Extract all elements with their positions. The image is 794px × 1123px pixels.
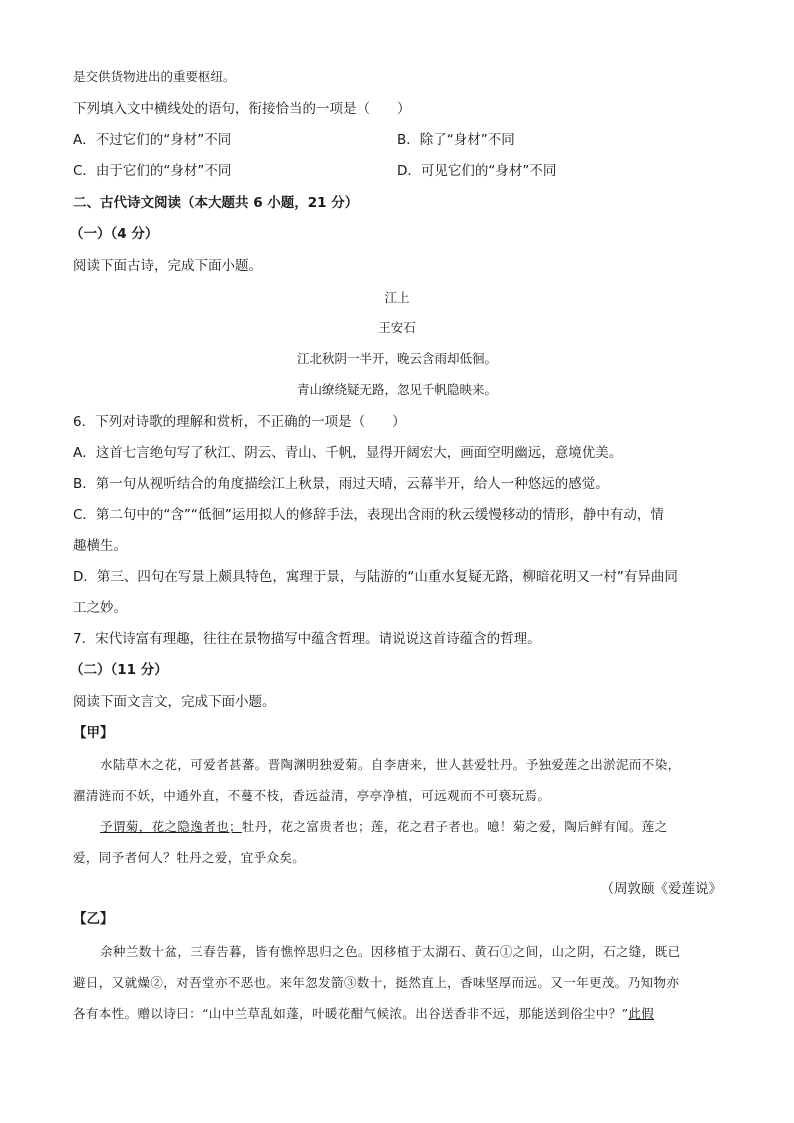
passage-line: 水陆草木之花，可爱者甚蕃。晋陶渊明独爱菊。自李唐来，世人甚爱牡丹。予独爱莲之出淤泥而不染， xyxy=(100,757,681,772)
passage-text: 各有本性。赠以诗曰：“山中兰草乱如蓬，叶暖花酣气候浓。出谷送香非不远，那能送到俗尘中？” xyxy=(73,1006,629,1021)
q6-option-c-cont: 趣横生。 xyxy=(73,538,127,554)
subsection-heading: （二）（11 分） xyxy=(70,662,168,678)
underlined-sentence: 此假 xyxy=(628,1006,655,1021)
passage-line xyxy=(100,818,750,836)
q6-option-b: B．第一句从视听结合的角度描绘江上秋景，雨过天晴，云幕半开，给人一种悠远的感觉。 xyxy=(73,476,609,492)
q5-option-a: A．不过它们的“身材”不同 xyxy=(73,132,232,148)
poem-title: 江上 xyxy=(384,290,410,305)
section-heading: 二、古代诗文阅读（本大题共 6 小题，21 分） xyxy=(73,195,359,211)
passage-line: 濯清涟而不妖，中通外直，不蔓不枝，香远益清，亭亭净植，可远观而不可亵玩焉。 xyxy=(73,788,551,803)
instruction: 阅读下面文言文，完成下面小题。 xyxy=(73,694,276,710)
q6-option-c: C．第二句中的“含”“低徊”运用拟人的修辞手法，表现出含雨的秋云缓慢移动的情形，静中有动，情 xyxy=(73,507,664,523)
question-5-stem: 下列填入文中横线处的语句，衔接恰当的一项是（ ） xyxy=(73,101,411,117)
underlined-sentence: 予谓菊，花之隐逸者也； xyxy=(100,819,242,834)
question-7: 7．宋代诗富有理趣，往往在景物描写中蕴含哲理。请说说这首诗蕴含的哲理。 xyxy=(73,631,541,647)
passage-line: 爱，同予者何人？牡丹之爱，宜乎众矣。 xyxy=(73,850,306,865)
text-line: 是交供货物进出的重要枢纽。 xyxy=(73,69,236,84)
poem-line: 青山缭绕疑无路，忽见千帆隐映来。 xyxy=(296,382,497,397)
q6-option-a: A．这首七言绝句写了秋江、阴云、青山、千帆，显得开阔宏大，画面空明幽远，意境优美。 xyxy=(73,445,623,461)
instruction: 阅读下面古诗，完成下面小题。 xyxy=(73,258,262,274)
q6-option-d: D．第三、四句在写景上颇具特色，寓理于景，与陆游的“山重水复疑无路，柳暗花明又一村”有异曲同 xyxy=(73,569,678,585)
passage-line: 余种兰数十盆，三春告暮，皆有憔悴思归之色。因移植于太湖石、黄石①之间，山之阴，石之缝，既已 xyxy=(100,944,681,959)
poem-line: 江北秋阴一半开，晚云含雨却低徊。 xyxy=(296,351,497,366)
passage-source: （周敦颐《爱莲说》 xyxy=(600,881,722,897)
q5-option-c: C．由于它们的“身材”不同 xyxy=(73,163,232,179)
q5-option-b: B．除了“身材”不同 xyxy=(397,132,515,148)
question-6-stem: 6．下列对诗歌的理解和赏析，不正确的一项是（ ） xyxy=(73,414,406,430)
passage-line xyxy=(73,1005,723,1023)
passage-line: 避日，又就燥②，对吾堂亦不恶也。来年忽发箭③数十，挺然直上，香味坚厚而远。又一年更茂。乃知物亦 xyxy=(73,975,680,990)
q5-option-d: D．可见它们的“身材”不同 xyxy=(397,163,557,179)
passage-label-jia: 【甲】 xyxy=(73,725,114,741)
poem-author: 王安石 xyxy=(378,320,416,335)
q6-option-d-cont: 工之妙。 xyxy=(73,600,127,616)
passage-label-yi: 【乙】 xyxy=(73,911,114,927)
subsection-heading: （一）（4 分） xyxy=(70,226,159,242)
passage-text: 牡丹，花之富贵者也；莲，花之君子者也。噫！菊之爱，陶后鲜有闻。莲之 xyxy=(241,819,668,834)
